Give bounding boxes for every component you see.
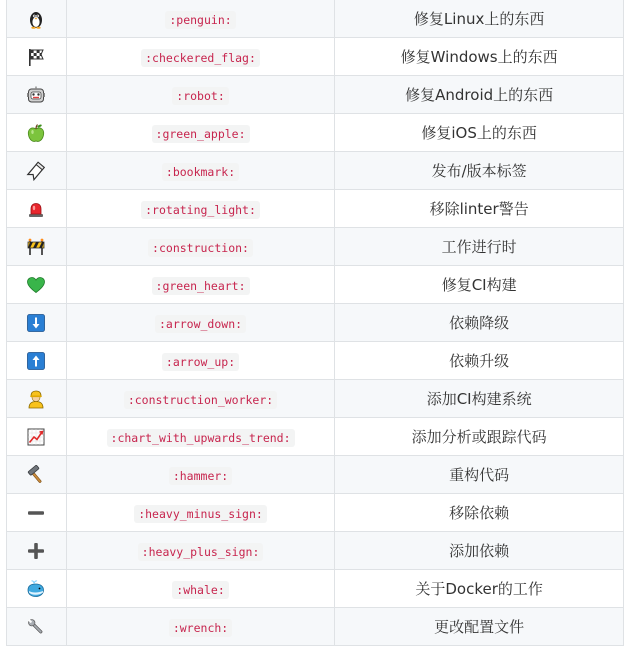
emoji-cell xyxy=(7,266,67,304)
code-cell xyxy=(66,76,335,114)
emoji-code: :construction_worker: xyxy=(124,391,277,409)
description-cell: 添加分析或跟踪代码 xyxy=(335,418,624,456)
table-row xyxy=(7,456,624,494)
emoji-code: :green_apple: xyxy=(152,125,250,143)
description-cell: 关于Docker的工作 xyxy=(335,570,624,608)
emoji-cell xyxy=(7,456,67,494)
emoji-code: :construction: xyxy=(148,239,253,257)
emoji-cell xyxy=(7,190,67,228)
code-cell xyxy=(66,38,335,76)
construction-icon xyxy=(26,237,46,257)
emoji-cell xyxy=(7,76,67,114)
whale-icon xyxy=(26,579,46,599)
code-cell xyxy=(66,114,335,152)
table-row xyxy=(7,494,624,532)
table-row xyxy=(7,114,624,152)
description-cell: 修复Android上的东西 xyxy=(335,76,624,114)
emoji-cell xyxy=(7,304,67,342)
code-cell xyxy=(66,342,335,380)
code-cell xyxy=(66,266,335,304)
emoji-code: :checkered_flag: xyxy=(141,49,260,67)
emoji-cell xyxy=(7,0,67,38)
table-row xyxy=(7,38,624,76)
code-cell xyxy=(66,380,335,418)
emoji-code: :arrow_down: xyxy=(155,315,246,333)
emoji-cell xyxy=(7,114,67,152)
description-cell: 添加依赖 xyxy=(335,532,624,570)
hammer-icon xyxy=(26,465,46,485)
table-row xyxy=(7,380,624,418)
table-row xyxy=(7,190,624,228)
emoji-code: :rotating_light: xyxy=(141,201,260,219)
emoji-cell xyxy=(7,418,67,456)
emoji-code: :hammer: xyxy=(169,467,232,485)
emoji-code: :whale: xyxy=(172,581,228,599)
table-row xyxy=(7,532,624,570)
emoji-cell xyxy=(7,228,67,266)
description-cell: 移除linter警告 xyxy=(335,190,624,228)
code-cell xyxy=(66,494,335,532)
emoji-code: :heavy_plus_sign: xyxy=(138,543,264,561)
emoji-cell xyxy=(7,570,67,608)
rotating-light-icon xyxy=(26,199,46,219)
table-row xyxy=(7,266,624,304)
heavy-minus-sign-icon xyxy=(26,503,46,523)
table-row xyxy=(7,228,624,266)
code-cell xyxy=(66,190,335,228)
robot-icon xyxy=(26,85,46,105)
code-cell xyxy=(66,152,335,190)
table-row xyxy=(7,152,624,190)
code-cell xyxy=(66,532,335,570)
description-cell: 依赖降级 xyxy=(335,304,624,342)
table-row xyxy=(7,418,624,456)
wrench-icon xyxy=(26,617,46,637)
description-cell: 依赖升级 xyxy=(335,342,624,380)
arrow-up-icon xyxy=(26,351,46,371)
chart-with-upwards-trend-icon xyxy=(26,427,46,447)
description-cell: 添加CI构建系统 xyxy=(335,380,624,418)
bookmark-icon xyxy=(26,161,46,181)
emoji-code: :chart_with_upwards_trend: xyxy=(107,429,295,447)
description-cell: 重构代码 xyxy=(335,456,624,494)
checkered-flag-icon xyxy=(26,47,46,67)
table-row xyxy=(7,608,624,646)
emoji-cell xyxy=(7,152,67,190)
emoji-cell xyxy=(7,38,67,76)
code-cell xyxy=(66,304,335,342)
emoji-code: :robot: xyxy=(172,87,228,105)
code-cell xyxy=(66,570,335,608)
arrow-down-icon xyxy=(26,313,46,333)
emoji-cell xyxy=(7,342,67,380)
gitmoji-table xyxy=(6,0,624,646)
description-cell: 移除依赖 xyxy=(335,494,624,532)
emoji-cell xyxy=(7,494,67,532)
table-row xyxy=(7,342,624,380)
construction-worker-icon xyxy=(26,389,46,409)
code-cell xyxy=(66,608,335,646)
code-cell xyxy=(66,418,335,456)
emoji-code: :green_heart: xyxy=(152,277,250,295)
description-cell: 发布/版本标签 xyxy=(335,152,624,190)
table-row xyxy=(7,570,624,608)
emoji-cell xyxy=(7,608,67,646)
heavy-plus-sign-icon xyxy=(26,541,46,561)
table-body xyxy=(7,0,624,646)
table-row xyxy=(7,0,624,38)
code-cell xyxy=(66,456,335,494)
description-cell: 工作进行时 xyxy=(335,228,624,266)
emoji-cell xyxy=(7,532,67,570)
emoji-code: :wrench: xyxy=(169,619,232,637)
emoji-code: :bookmark: xyxy=(162,163,239,181)
green-apple-icon xyxy=(26,123,46,143)
emoji-code: :arrow_up: xyxy=(162,353,239,371)
description-cell: 修复CI构建 xyxy=(335,266,624,304)
table-row xyxy=(7,76,624,114)
penguin-icon xyxy=(26,9,46,29)
description-cell: 修复Windows上的东西 xyxy=(335,38,624,76)
description-cell: 修复Linux上的东西 xyxy=(335,0,624,38)
green-heart-icon xyxy=(26,275,46,295)
table-row xyxy=(7,304,624,342)
emoji-code: :heavy_minus_sign: xyxy=(134,505,267,523)
code-cell xyxy=(66,228,335,266)
code-cell xyxy=(66,0,335,38)
emoji-code: :penguin: xyxy=(165,11,235,29)
description-cell: 更改配置文件 xyxy=(335,608,624,646)
description-cell: 修复iOS上的东西 xyxy=(335,114,624,152)
emoji-cell xyxy=(7,380,67,418)
